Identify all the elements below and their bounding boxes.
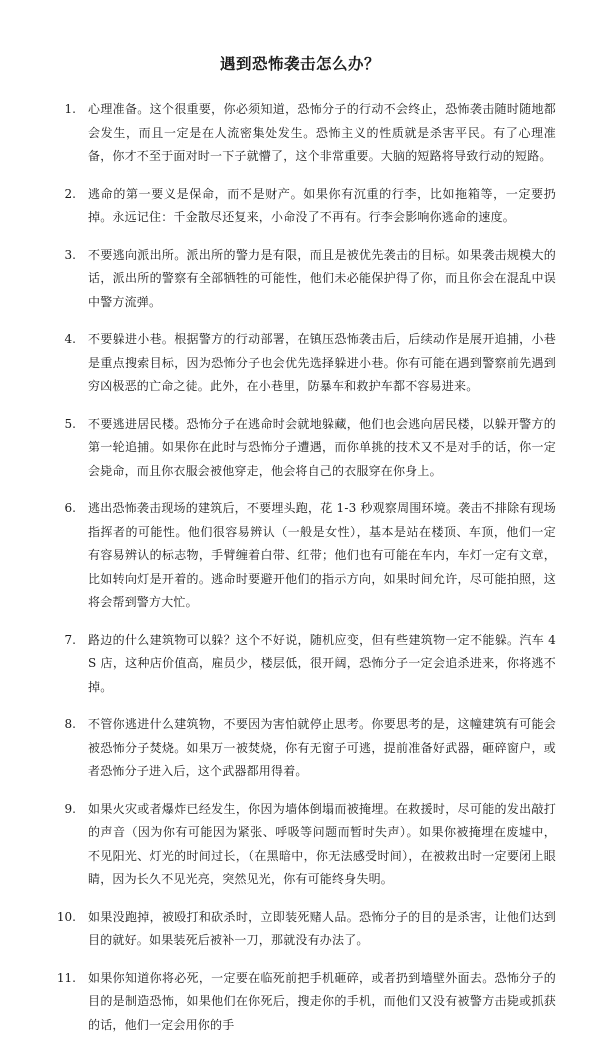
list-item [56,906,556,953]
list-item [56,967,556,1038]
list-item-text: 路边的什么建筑物可以躲？这个不好说，随机应变，但有些建筑物一定不能躲。汽车 4S 店，这种店价值高，雇员少，楼层低，很开阔，恐怖分子一定会追杀进来，你将逃不掉。 [88,632,556,694]
list-item-text: 如果没跑掉，被殴打和砍杀时，立即装死赌人品。恐怖分子的目的是杀害，让他们达到目的就好。如果装死后被补一刀，那就没有办法了。 [88,909,556,947]
list-item-text: 逃命的第一要义是保命，而不是财产。如果你有沉重的行李，比如拖箱等，一定要扔掉。永远记住：千金散尽还复来，小命没了不再有。行李会影响你逃命的速度。 [88,186,556,224]
list-item-number: 3. [64,247,76,262]
list-item [56,798,556,892]
list-item-number: 6. [64,501,76,515]
list-item-text: 不管你逃进什么建筑物，不要因为害怕就停止思考。你要思考的是，这幢建筑有可能会被恐怖分子焚烧。如果万一被焚烧，你有无窗子可逃，提前准备好武器，砸碎窗户，或者恐怖分子进入后，这个武器都用得着。 [88,717,556,778]
list-item-number: 8. [64,717,76,731]
list-item-text: 逃出恐怖袭击现场的建筑后，不要埋头跑，花 1-3 秒观察周围环境。袭击不排除有现场指挥者的可能性。他们很容易辨认（一般是女性），基本是站在楼顶、车顶，他们一定有容易辨认的标志物，手臂缠着白带、红带；他们也有可能在车内，车灯一定有文章，比如转向灯是开着的。逃命时要避开他们的指示方向，如果时间允许，尽可能拍照，这将会帮到警方大忙。 [88,501,556,609]
list-item-number: 4. [64,332,76,346]
list-item-text: 如果火灾或者爆炸已经发生，你因为墙体倒塌而被掩埋。在救援时，尽可能的发出敲打的声音（因为你有可能因为紧张、呼吸等问题而暂时失声）。如果你被掩埋在废墟中，不见阳光、灯光的时间过长，（在黑暗中，你无法感受时间），在被救出时一定要闭上眼睛，因为长久不见光亮，突然见光，你有可能终身失明。 [88,801,556,886]
list-item [56,98,556,169]
numbered-list [56,98,556,1051]
list-item [56,629,556,700]
list-item [56,413,556,484]
list-item [56,713,556,784]
list-item-text: 不要逃向派出所。派出所的警力是有限，而且是被优先袭击的目标。如果袭击规模大的话，派出所的警察有全部牺牲的可能性，他们未必能保护得了你，而且你会在混乱中误中警方流弹。 [88,247,556,309]
list-item [56,497,556,615]
list-item-number: 5. [64,416,76,431]
list-item-number: 1. [64,102,76,116]
list-item-text: 不要躲进小巷。根据警方的行动部署，在镇压恐怖袭击后，后续动作是展开追捕，小巷是重点搜索目标，因为恐怖分子也会优先选择躲进小巷。你有可能在遇到警察前先遇到穷凶极恶的亡命之徒。此外，在小巷里，防暴车和救护车都不容易进来。 [88,332,556,393]
list-item-text: 不要逃进居民楼。恐怖分子在逃命时会就地躲藏，他们也会逃向居民楼，以躲开警方的第一轮追捕。如果你在此时与恐怖分子遭遇，而你单挑的技术又不是对手的话，你一定会毙命，而且你衣服会被他穿走，他会将自己的衣服穿在你身上。 [88,416,556,478]
list-item-text: 如果你知道你将必死，一定要在临死前把手机砸碎，或者扔到墙壁外面去。恐怖分子的目的是制造恐怖，如果他们在你死后，搜走你的手机，而他们又没有被警方击毙或抓获的话，他们一定会用你的手 [88,970,556,1032]
list-item-text: 心理准备。这个很重要，你必须知道，恐怖分子的行动不会终止，恐怖袭击随时随地都会发生，而且一定是在人流密集处发生。恐怖主义的性质就是杀害平民。有了心理准备，你才不至于面对时一下子就懵了，这个非常重要。大脑的短路将导致行动的短路。 [88,102,556,163]
list-item-number: 10. [56,909,76,924]
list-item-number: 2. [64,186,76,201]
list-item-number: 11. [56,970,76,985]
list-item-number: 7. [64,632,76,647]
list-item [56,328,556,399]
list-item-number: 9. [64,801,76,816]
list-item [56,183,556,230]
list-item [56,244,556,315]
page-title: 遇到恐怖袭击怎么办？ [219,55,380,73]
